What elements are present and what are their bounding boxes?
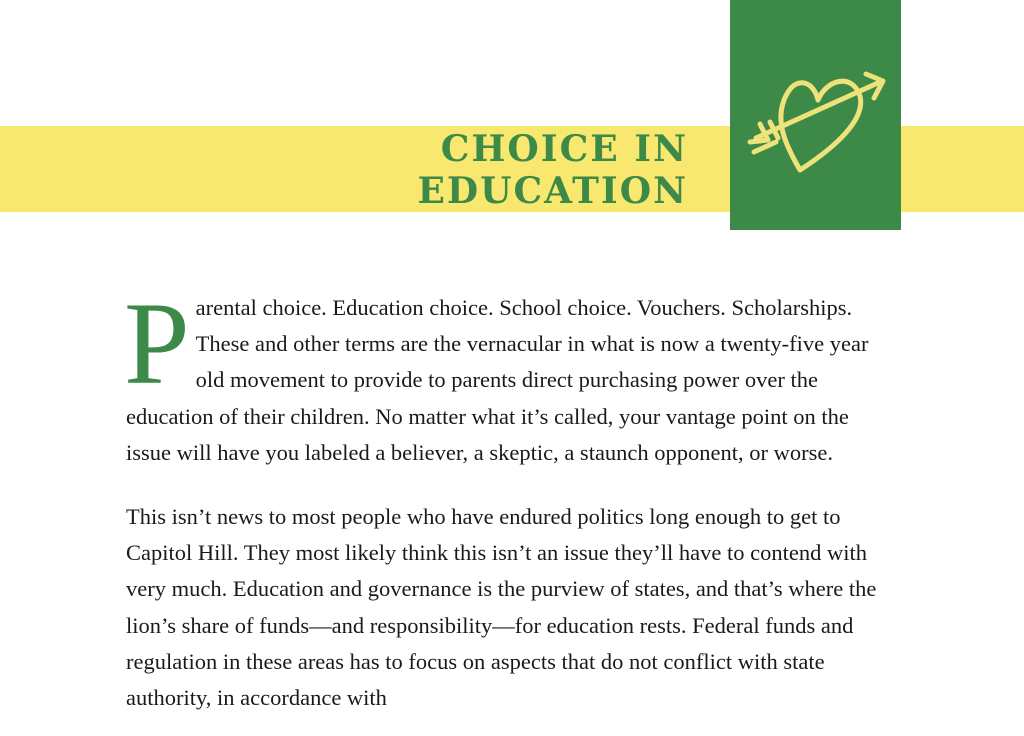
paragraph-1 — [124, 278, 896, 471]
article-body — [124, 278, 896, 736]
chapter-title — [417, 128, 688, 212]
heart-arrow-icon — [730, 0, 901, 230]
drop-cap: P — [124, 278, 190, 409]
emblem-box — [730, 0, 901, 230]
paragraph-1-text: arental choice. Education choice. School choice. Vouchers. Scholarships. These and other terms are the vernacular in what is now a twenty-five year old movement to provide to parents direct purchasing power over the education of their children. No matter what it’s called, your vantage point on the issue will have you labeled a believer, a skeptic, a staunch opponent, or worse. — [126, 295, 869, 465]
chapter-title-line-2: EDUCATION — [417, 170, 688, 212]
chapter-title-line-1: CHOICE IN — [440, 128, 688, 170]
paragraph-2: This isn’t news to most people who have endured politics long enough to get to Capitol Hill. They most likely think this isn’t an issue they’ll have to contend with very much. Education and governance is the purview of states, and that’s where the lion’s share of funds—and responsibility—for education rests. Federal funds and regulation in these areas has to focus on aspects that do not conflict with state authority, in accordance with — [126, 504, 877, 711]
